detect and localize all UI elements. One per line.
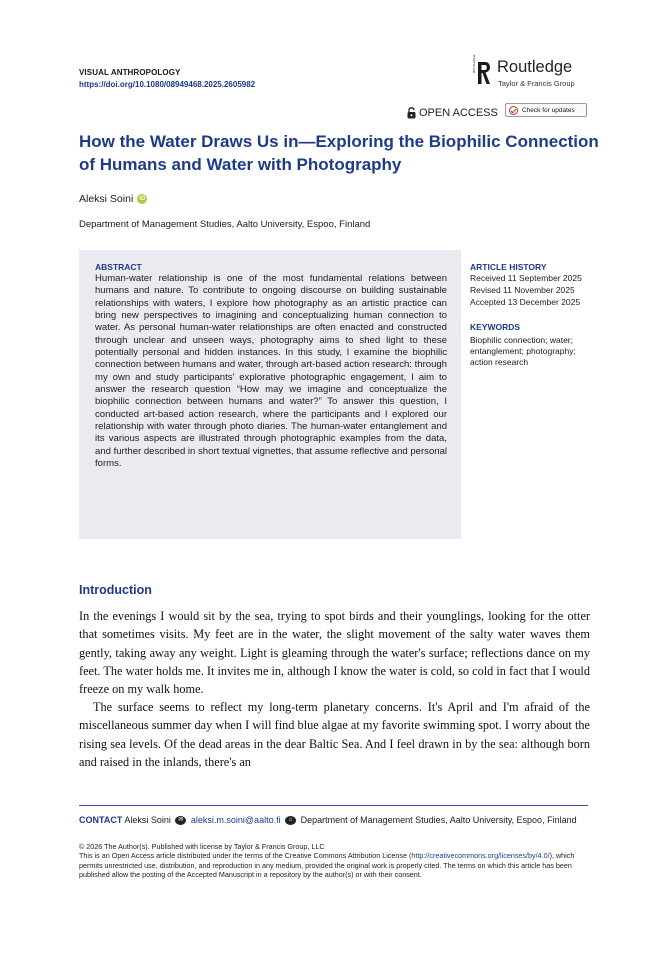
- routledge-logo-icon: [472, 54, 492, 86]
- article-history-heading: ARTICLE HISTORY: [470, 262, 547, 272]
- keywords-heading: KEYWORDS: [470, 322, 521, 332]
- keywords-list: Biophilic connection; water; entanglement; photography; action research: [470, 335, 576, 367]
- open-access-label: OPEN ACCESS: [419, 107, 498, 119]
- section-heading-introduction: Introduction: [79, 583, 152, 597]
- publisher-logo[interactable]: [472, 54, 596, 94]
- license-link[interactable]: http://creativecommons.org/licenses/by/4.0/: [411, 851, 550, 861]
- intro-paragraph-2: The surface seems to reflect my long-term planetary concerns. It's April and I'm afraid of the miscellaneous summer day when I will find blue algae at my favorite swimming spot. I worry about the rising sea levels. Of the dead areas in the dear Baltic Sea. And I feel drawn in by the sea: although born and raised in the inlands, there's an: [79, 700, 590, 769]
- license-text-start: This is an Open Access article distributed under the terms of the Creative Commons Attribution License (: [79, 851, 412, 861]
- abstract-heading: ABSTRACT: [95, 262, 142, 272]
- publisher-side-text: ROUTLEDGE: [472, 54, 476, 73]
- author-line: [79, 193, 147, 205]
- check-updates-label: Check for updates: [522, 106, 575, 114]
- copyright-line: © 2026 The Author(s). Published with license by Taylor & Francis Group, LLC: [79, 842, 325, 851]
- accepted-date: Accepted 13 December 2025: [470, 297, 581, 307]
- doi-link[interactable]: https://doi.org/10.1080/08949468.2025.2605982: [79, 80, 256, 89]
- contact-line: [79, 815, 591, 827]
- address-icon: ⌂: [285, 816, 296, 825]
- abstract-text: Human-water relationship is one of the most fundamental relations between humans and nature. To contribute to ongoing discourse on building sustainable relationships with waters, I explore how photography as an artistic practice can bring new perspectives to imagining and conceptualizing human connection to water. As personal human-water relationships are often enacted and constructed through unclear and unseen ways, photography aims to shed light to these potentially personal and hidden instances. In this study, I examine the biophilic connection between humans and water, through art-based action research: through my own and study participants' explorative photographic engagement, I aim to answer the research question “How may we imagine and conceptualize the biophilic connection between humans and water?” To answer this question, I conducted art-based action research, where the participants and I explored our relationship with water through photo diaries. The human-water entanglement and its various aspects are illustrated through photographic examples from the data, and further described in short textual vignettes, that assume reflective and personal forms.: [95, 273, 447, 470]
- open-access-badge: [407, 107, 498, 119]
- publisher-subtitle: Taylor & Francis Group: [498, 79, 575, 88]
- author-name: Aleksi Soini: [79, 193, 134, 205]
- contact-label: CONTACT: [79, 815, 123, 825]
- revised-date: Revised 11 November 2025: [470, 285, 575, 295]
- affiliation: Department of Management Studies, Aalto University, Espoo, Finland: [79, 219, 371, 230]
- publisher-name: Routledge: [497, 58, 573, 76]
- email-icon: ✉: [175, 816, 186, 825]
- footer-divider: [79, 805, 588, 806]
- check-updates-icon: [509, 106, 518, 115]
- contact-email[interactable]: aleksi.m.soini@aalto.fi: [190, 815, 281, 825]
- contact-affiliation: Department of Management Studies, Aalto University, Espoo, Finland: [300, 815, 577, 825]
- open-lock-icon: [407, 107, 416, 119]
- license-text-end: ), which permits unrestricted use, distribution, and reproduction in any medium, provided the original work is properly cited. The terms on which this article has been published allow the posting of the Accepted Manuscript in a repository by the author(s) or with their consent.: [79, 851, 575, 879]
- copyright-block: [79, 842, 591, 879]
- received-date: Received 11 September 2025: [470, 273, 582, 283]
- license-text: [79, 851, 591, 879]
- orcid-icon[interactable]: iD: [139, 196, 146, 202]
- contact-name: Aleksi Soini: [124, 815, 171, 825]
- intro-paragraph-1: In the evenings I would sit by the sea, trying to spot birds and their younglings, looking for the otter that sometimes visits. My feet are in the water, the slight movement of the salty water waves them gently, taking away any weight. Light is gleaming through the water's surface; reflections dance on my feet. The water holds me. It invites me in, although I know the water is cold, so cold in fact that I would freeze on my walk home.: [79, 609, 590, 697]
- journal-name: VISUAL ANTHROPOLOGY: [79, 68, 181, 77]
- check-updates-button[interactable]: [505, 103, 587, 117]
- article-title: How the Water Draws Us in—Exploring the Biophilic Connection of Humans and Water with Photography: [79, 132, 599, 174]
